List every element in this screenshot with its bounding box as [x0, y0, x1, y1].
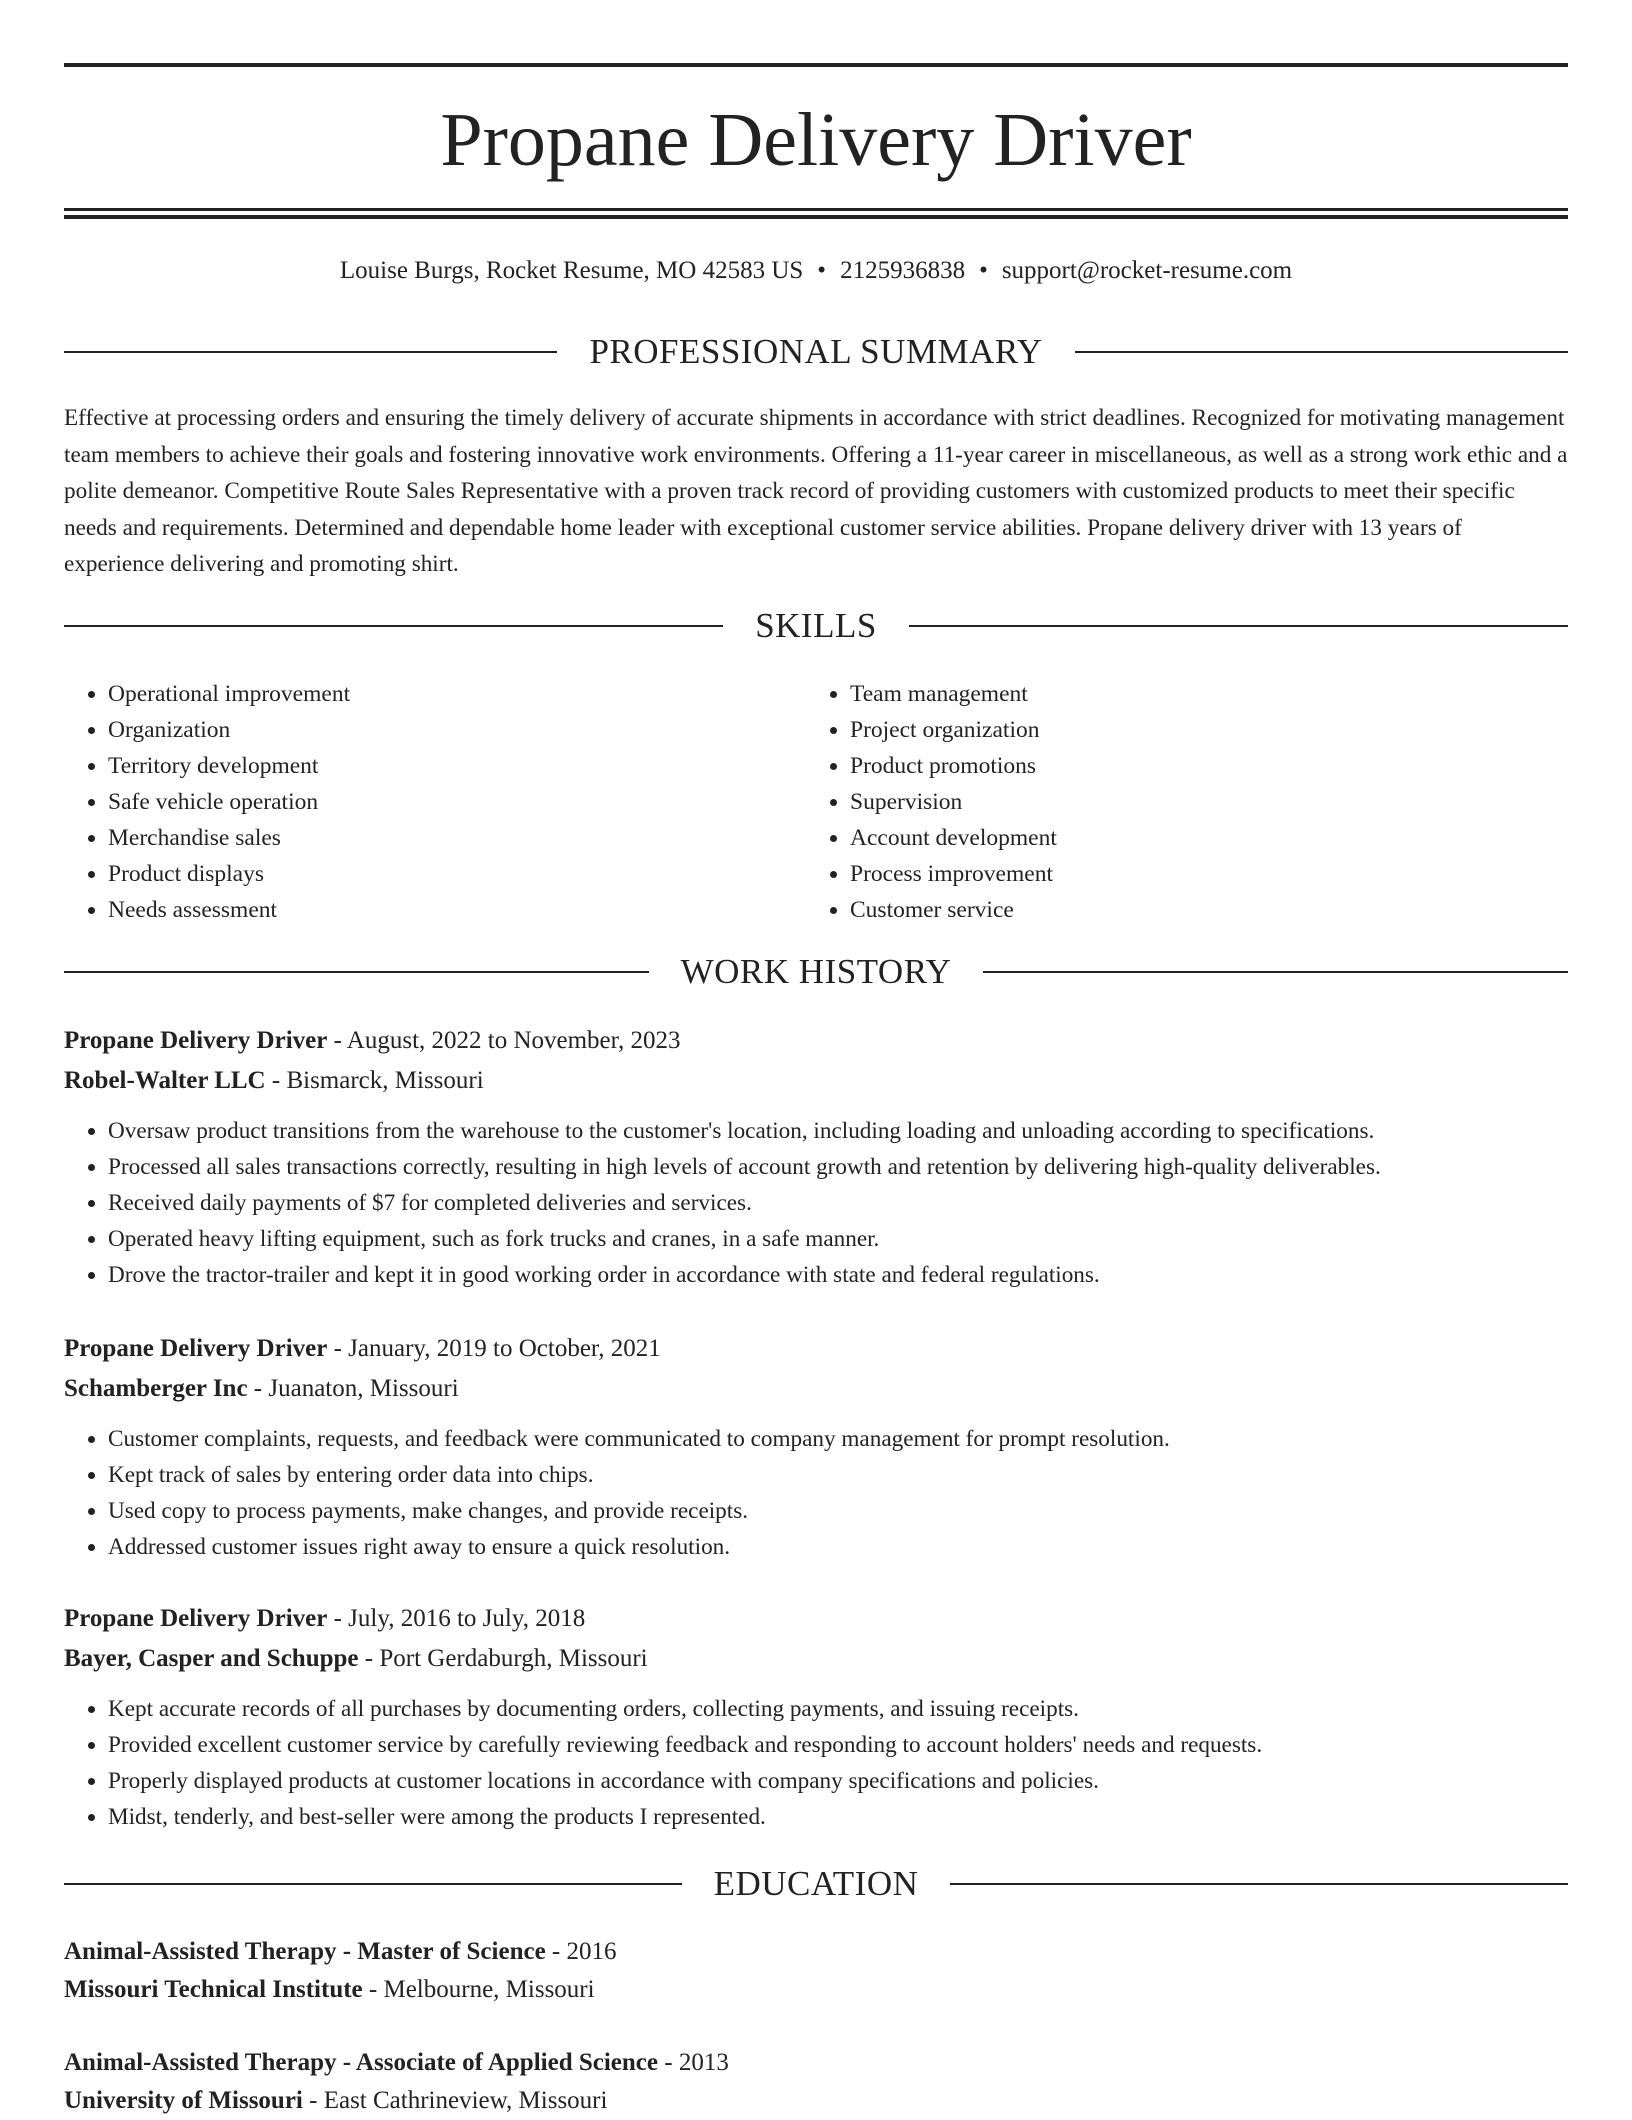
job-company-line [64, 1639, 1568, 1679]
job-company: Bayer, Casper and Schuppe [64, 1645, 359, 1672]
job-bullets [64, 1691, 1568, 1835]
contact-phone: 2125936838 [840, 257, 966, 284]
skill-item: • Customer service [850, 892, 1568, 928]
summary-text: Effective at processing orders and ensuring the timely delivery of accurate shipments in accordance with strict deadlines. Recognized for motivating management team members to achieve their goals and fostering innovative work environments. Offering a 11-year career in miscellaneous, as well as a strong work ethic and a polite demeanor. Competitive Route Sales Representative with a proven track record of providing customers with customized products to meet their specific needs and requirements. Determined and dependable home leader with exceptional customer service abilities. Propane delivery driver with 13 years of experience delivering and promoting shirt. [64, 405, 1568, 577]
education-heading: EDUCATION [713, 1864, 919, 1903]
skill-item: • Operational improvement [108, 676, 806, 712]
section-rule-right [909, 625, 1568, 627]
skills-columns [64, 676, 1568, 928]
skill-item: • Organization [108, 712, 806, 748]
section-rule-left [64, 625, 723, 627]
job-location: - Bismarck, Missouri [265, 1067, 484, 1094]
job-company: Robel-Walter LLC [64, 1067, 266, 1094]
section-rule-right [983, 971, 1568, 973]
job-title: Propane Delivery Driver [64, 1335, 328, 1362]
skill-item: • Product promotions [850, 748, 1568, 784]
skill-item: • Territory development [108, 748, 806, 784]
education-degree-line [64, 2044, 1568, 2082]
skill-item: • Project organization [850, 712, 1568, 748]
job-bullets [64, 1113, 1568, 1293]
job-title: Propane Delivery Driver [64, 1027, 328, 1054]
skill-item: • Process improvement [850, 856, 1568, 892]
job-bullet: • Customer complaints, requests, and feedback were communicated to company management for prompt resolution. [108, 1421, 1568, 1457]
job-bullet: • Provided excellent customer service by carefully reviewing feedback and responding to account holders' needs and requests. [108, 1727, 1568, 1763]
education-year: - 2016 [545, 1938, 617, 1965]
job-company-line [64, 1369, 1568, 1409]
education-degree: Animal-Assisted Therapy - Master of Science [64, 1938, 546, 1965]
contact-address: Louise Burgs, Rocket Resume, MO 42583 US [339, 257, 804, 284]
job-location: - Juanaton, Missouri [247, 1375, 459, 1402]
job-company-line [64, 1061, 1568, 1101]
section-rule-left [64, 1883, 682, 1885]
section-rule-left [64, 971, 649, 973]
education-entry [64, 1933, 1568, 2009]
education-school: Missouri Technical Institute [64, 1976, 363, 2003]
contact-email: support@rocket-resume.com [1001, 257, 1293, 284]
education-school-line [64, 1971, 1568, 2009]
summary-section-header [64, 330, 1568, 374]
job-bullet: • Midst, tenderly, and best-seller were among the products I represented. [108, 1799, 1568, 1835]
section-rule-left [64, 351, 557, 353]
summary-heading: PROFESSIONAL SUMMARY [589, 332, 1043, 371]
job-bullet: • Processed all sales transactions correctly, resulting in high levels of account growth and retention by delivering high-quality deliverables. [108, 1149, 1568, 1185]
job-dates: - July, 2016 to July, 2018 [327, 1605, 586, 1632]
skills-list-right [806, 676, 1568, 928]
education-location: - Melbourne, Missouri [362, 1976, 595, 2003]
skill-item: • Supervision [850, 784, 1568, 820]
skill-item: • Merchandise sales [108, 820, 806, 856]
job-title-line [64, 1021, 1568, 1061]
skills-section-header [64, 604, 1568, 648]
job-title-line [64, 1329, 1568, 1369]
job-title: Propane Delivery Driver [64, 1605, 328, 1632]
job-bullet: • Received daily payments of $7 for completed deliveries and services. [108, 1185, 1568, 1221]
job-dates: - August, 2022 to November, 2023 [327, 1027, 681, 1054]
job-entry [64, 1599, 1568, 1835]
header-double-rule-lower [64, 215, 1568, 219]
job-title-line [64, 1599, 1568, 1639]
job-entry [64, 1021, 1568, 1293]
skill-item: • Team management [850, 676, 1568, 712]
education-school: University of Missouri [64, 2087, 303, 2114]
work-history-heading: WORK HISTORY [680, 952, 952, 991]
job-dates: - January, 2019 to October, 2021 [327, 1335, 661, 1362]
job-bullet: • Used copy to process payments, make changes, and provide receipts. [108, 1493, 1568, 1529]
work-history-section-header [64, 950, 1568, 994]
job-location: - Port Gerdaburgh, Missouri [358, 1645, 648, 1672]
job-bullet: • Drove the tractor-trailer and kept it in good working order in accordance with state and federal regulations. [108, 1257, 1568, 1293]
header-top-rule [64, 63, 1568, 67]
education-degree: Animal-Assisted Therapy - Associate of Applied Science [64, 2049, 658, 2076]
section-rule-right [1075, 351, 1568, 353]
skill-item: • Account development [850, 820, 1568, 856]
job-bullet: • Kept accurate records of all purchases by documenting orders, collecting payments, and issuing receipts. [108, 1691, 1568, 1727]
contact-separator: • [817, 257, 827, 284]
skill-item: • Needs assessment [108, 892, 806, 928]
contact-line [64, 254, 1568, 288]
job-bullet: • Properly displayed products at customer locations in accordance with company specifications and policies. [108, 1763, 1568, 1799]
job-entry [64, 1329, 1568, 1565]
education-degree-line [64, 1933, 1568, 1971]
section-rule-right [950, 1883, 1568, 1885]
job-bullets [64, 1421, 1568, 1565]
education-location: - East Cathrineview, Missouri [302, 2087, 608, 2114]
job-company: Schamberger Inc [64, 1375, 248, 1402]
skills-heading: SKILLS [755, 606, 877, 645]
skill-item: • Product displays [108, 856, 806, 892]
skill-item: • Safe vehicle operation [108, 784, 806, 820]
education-year: - 2013 [658, 2049, 729, 2076]
resume-title: Propane Delivery Driver [440, 98, 1192, 182]
skills-list-left [64, 676, 806, 928]
job-bullet: • Kept track of sales by entering order data into chips. [108, 1457, 1568, 1493]
education-school-line [64, 2082, 1568, 2120]
education-entry [64, 2044, 1568, 2120]
education-section-header [64, 1862, 1568, 1906]
contact-separator: • [979, 257, 988, 284]
job-bullet: • Oversaw product transitions from the warehouse to the customer's location, including loading and unloading according to specifications. [108, 1113, 1568, 1149]
header-double-rule-upper [64, 208, 1568, 211]
job-bullet: • Operated heavy lifting equipment, such as fork trucks and cranes, in a safe manner. [108, 1221, 1568, 1257]
job-bullet: • Addressed customer issues right away to ensure a quick resolution. [108, 1529, 1568, 1565]
